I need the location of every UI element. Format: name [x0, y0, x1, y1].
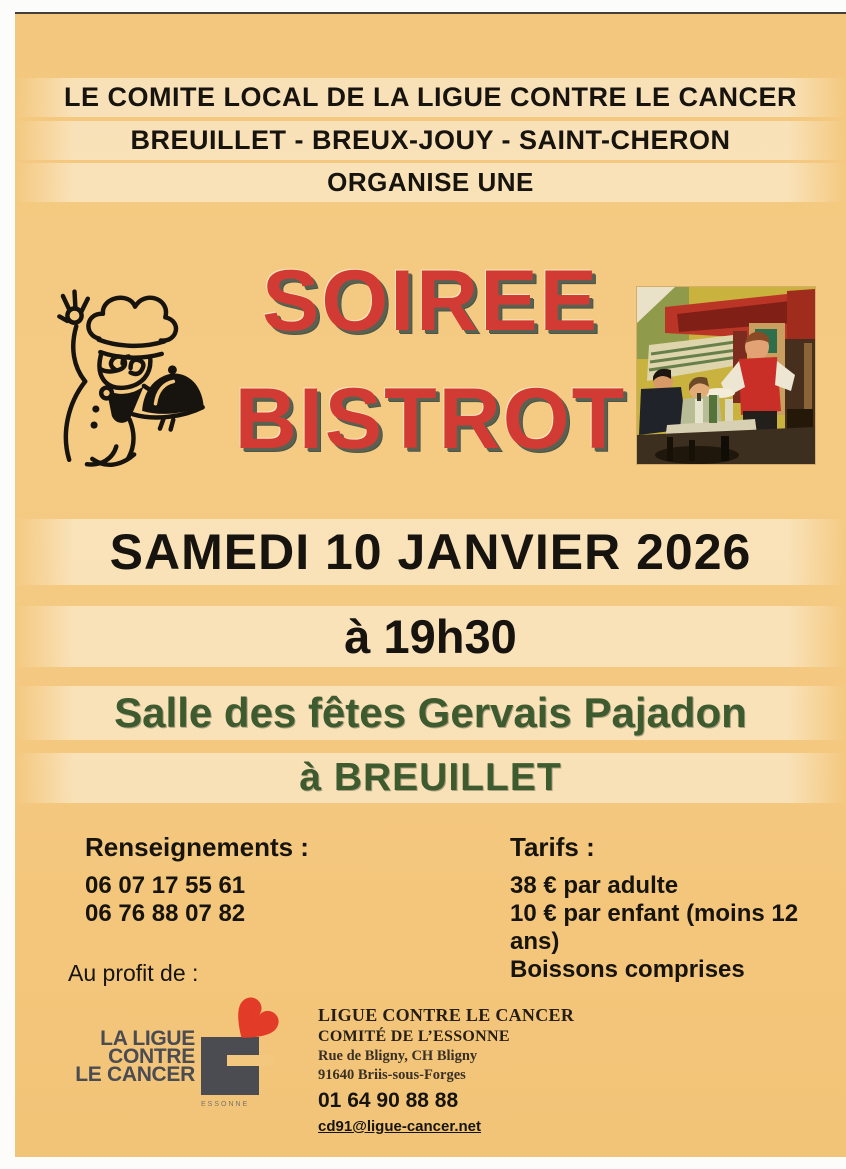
contact-address-2: 91640 Briis-sous-Forges — [318, 1067, 466, 1083]
tariff-drinks: Boissons comprises — [510, 956, 745, 983]
ligue-logo-text-line-2: CONTRE — [108, 1045, 195, 1068]
tariff-adult: 38 € par adulte — [510, 872, 679, 899]
poster-background — [15, 12, 846, 1157]
ligue-logo-text — [53, 1027, 195, 1086]
contact-block — [318, 1005, 588, 1135]
bistro-painting-image — [637, 287, 815, 464]
contact-address-1: Rue de Bligny, CH Bligny — [318, 1048, 478, 1064]
contact-committee: COMITÉ DE L’ESSONNE — [318, 1028, 510, 1045]
event-time: à 19h30 — [15, 606, 846, 667]
tarifs-label: Tarifs : — [510, 832, 595, 862]
header-line-2: BREUILLET - BREUX-JOUY - SAINT-CHERON — [15, 121, 846, 160]
event-title-line-2: BISTROT — [234, 371, 627, 467]
essonne-label: ESSONNE — [201, 1101, 250, 1108]
info-label: Renseignements : — [85, 832, 309, 862]
event-title-line-1: SOIREE — [262, 253, 599, 349]
ligue-logo-text-line-3: LE CANCER — [75, 1063, 195, 1086]
event-venue: Salle des fêtes Gervais Pajadon — [15, 686, 846, 740]
tariff-child: 10 € par enfant (moins 12 ans) — [510, 900, 799, 955]
header-line-3: ORGANISE UNE — [15, 163, 846, 202]
phone-number-2: 06 76 88 07 82 — [85, 900, 246, 927]
contact-phone: 01 64 90 88 88 — [318, 1089, 459, 1112]
info-phones — [85, 872, 245, 928]
ligue-logo-text-line-1: LA LIGUE — [100, 1027, 195, 1050]
event-date: SAMEDI 10 JANVIER 2026 — [15, 519, 846, 585]
header-line-1: LE COMITE LOCAL DE LA LIGUE CONTRE LE CANCER — [15, 78, 846, 117]
phone-number-1: 06 07 17 55 61 — [85, 872, 246, 899]
event-city: à BREUILLET — [15, 753, 846, 803]
beneficiary-label: Au profit de : — [68, 960, 199, 986]
tarifs-lines — [510, 872, 846, 984]
chef-icon — [30, 283, 208, 471]
contact-org: LIGUE CONTRE LE CANCER — [318, 1005, 575, 1025]
contact-email: cd91@ligue-cancer.net — [318, 1118, 482, 1135]
ligue-logo-mark — [197, 997, 297, 1112]
